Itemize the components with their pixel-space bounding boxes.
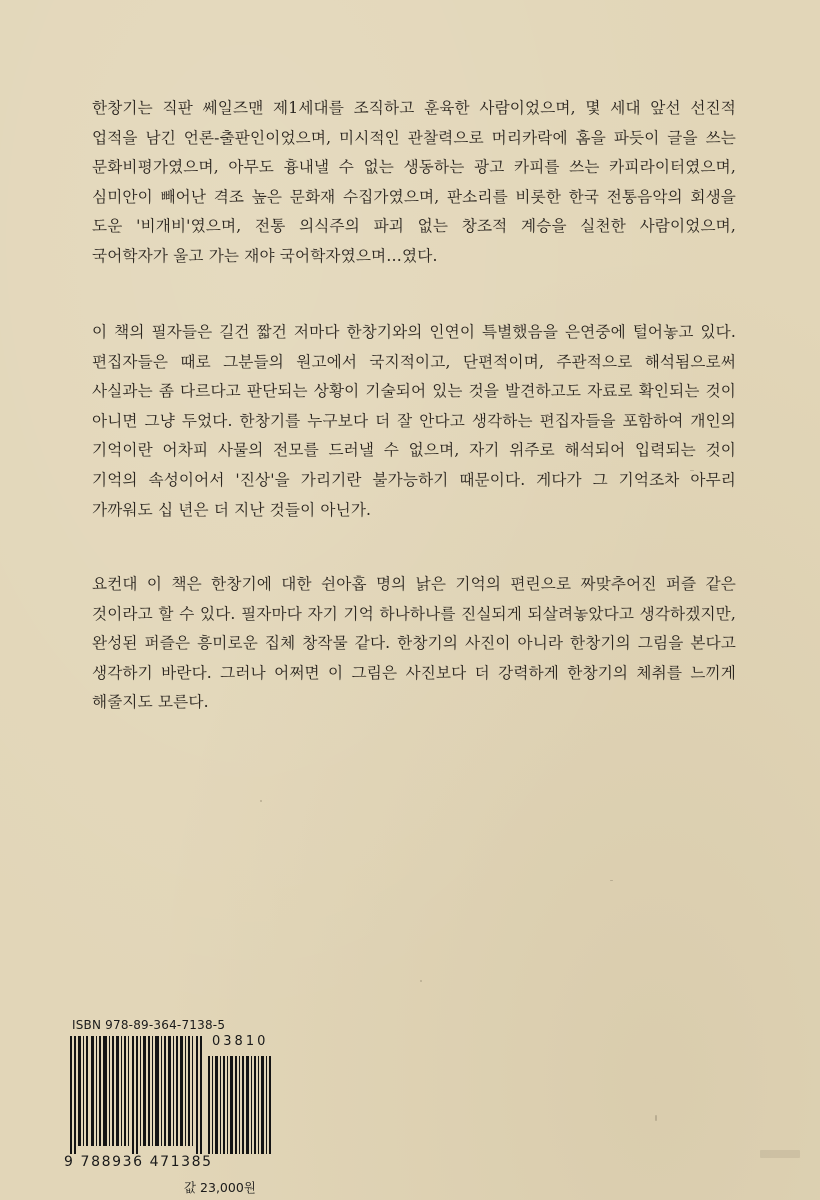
paper-fleck bbox=[260, 800, 262, 802]
isbn-label: ISBN 978-89-364-7138-5 bbox=[72, 1018, 226, 1032]
barcode-main-bars bbox=[70, 1036, 204, 1154]
barcode-addon-bars bbox=[208, 1056, 272, 1154]
paper-fleck bbox=[655, 1115, 657, 1121]
price-label: 값 23,000원 bbox=[184, 1180, 256, 1195]
paper-fleck bbox=[760, 1150, 800, 1158]
ean-barcode-digits: 9 788936 471385 bbox=[64, 1154, 213, 1170]
editors-note-paragraph: 이 책의 필자들은 길건 짧건 저마다 한창기와의 인연이 특별했음을 은연중에 털어놓고 있다. 편집자들은 때로 그분들의 원고에서 국지적이고, 단편적이며, 주관적으로 해석됨으로써 사실과는 좀 다르다고 판단되는 상황이 기술되어 있는 것을 발견하고도 자료로 확인되는 것이 아니면 그냥 두었다. 한창기를 누구보다 더 잘 안다고 생각하는 편집자들을 포함하여 개인의 기억이란 어차피 사물의 전모를 드러낼 수 없으며, 자기 위주로 해석되어 입력되는 것이 기억의 속성이어서 '진상'을 가리기란 불가능하기 때문이다. 게다가 그 기억조차 아무리 가까워도 십 년은 더 지난 것들이 아닌가. bbox=[92, 323, 736, 519]
closing-paragraph: 요컨대 이 책은 한창기에 대한 쉰아홉 명의 낡은 기억의 편린으로 짜맞추어진 퍼즐 같은 것이라고 할 수 있다. 필자마다 자기 기억 하나하나를 진실되게 되살려놓았다고 생각하겠지만, 완성된 퍼즐은 흥미로운 집체 창작물 같다. 한창기의 사진이 아니라 한창기의 그림을 본다고 생각하기 바란다. 그러나 어쩌면 이 그림은 사진보다 더 강력하게 한창기의 체취를 느끼게 해줄지도 모른다. bbox=[92, 575, 736, 712]
barcode-addon-digits: 03810 bbox=[212, 1034, 269, 1049]
paper-fleck bbox=[610, 880, 613, 881]
intro-paragraph: 한창기는 직판 쎄일즈맨 제1세대를 조직하고 훈육한 사람이었으며, 몇 세대 앞선 선진적 업적을 남긴 언론-출판인이었으며, 미시적인 관찰력으로 머리카락에 홈을 파듯이 글을 쓰는 문화비평가였으며, 아무도 흉내낼 수 없는 생동하는 광고 카피를 쓰는 카피라이터였으며, 심미안이 빼어난 격조 높은 문화재 수집가였으며, 판소리를 비롯한 한국 전통음악의 회생을 도운 '비개비'였으며, 전통 의식주의 파괴 없는 창조적 계승을 실천한 사람이었으며, 국어학자가 울고 가는 재야 국어학자였으며…였다. bbox=[92, 99, 736, 265]
paper-fleck bbox=[420, 980, 422, 982]
